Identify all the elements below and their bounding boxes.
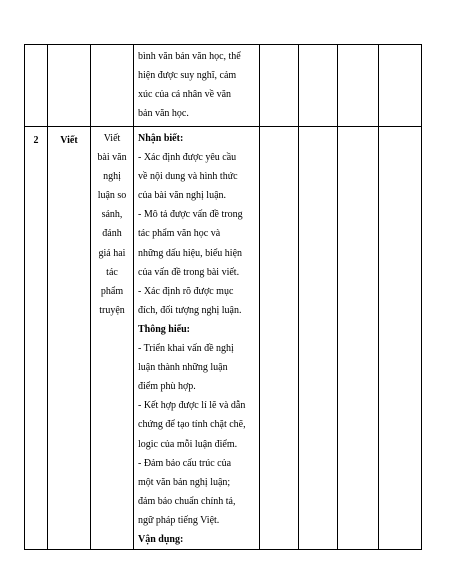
text-line: luận thành những luận	[138, 362, 228, 374]
table-cell	[379, 45, 422, 127]
text-line: đảm bảo chuẩn chính tả,	[138, 495, 236, 507]
text-line: một văn bản nghị luận;	[138, 476, 231, 488]
continuation-cell	[134, 45, 260, 127]
text-line: xúc của cá nhân về văn	[138, 89, 232, 101]
level-title-recognition: Nhận biết:	[138, 133, 184, 144]
text-line: - Triển khai vấn đề nghị	[138, 343, 234, 355]
text-line: - Xác định rõ được mục	[138, 285, 234, 297]
level-title-comprehension: Thông hiểu:	[138, 323, 190, 335]
text-line: tác phẩm văn học và	[138, 228, 221, 240]
content-line: sánh,	[101, 209, 123, 221]
table-cell	[338, 127, 379, 550]
text-line: - Đảm bảo cấu trúc của	[138, 457, 232, 469]
text-line: của vấn đề trong bài viết.	[138, 266, 240, 278]
level-title-application: Vận dụng:	[138, 533, 184, 545]
content-line: đánh	[102, 228, 122, 240]
table-cell	[260, 127, 299, 550]
content-line: nghị	[103, 171, 121, 183]
text-line: - Xác định được yêu cầu	[138, 152, 237, 164]
text-line: bản văn học.	[138, 108, 189, 120]
text-line: đích, đối tượng nghị luận.	[138, 304, 242, 316]
table-cell	[299, 45, 338, 127]
text-line: những dấu hiệu, biểu hiện	[138, 247, 243, 259]
content-line: Viết	[103, 133, 121, 144]
table-row	[25, 45, 422, 127]
text-line: về nội dung và hình thức	[138, 171, 238, 183]
text-line: chứng để tạo tính chặt chẽ,	[138, 419, 246, 431]
text-line: - Mô tả được vấn đề trong	[138, 209, 243, 221]
text-line: của bài văn nghị luận.	[138, 190, 227, 202]
table-cell	[379, 127, 422, 550]
text-line: điểm phù hợp.	[138, 381, 196, 393]
skill-topic: Viết	[48, 127, 91, 550]
table-row	[25, 127, 422, 550]
row-number: 2	[25, 127, 48, 550]
text-line: bình văn bản văn học, thể	[138, 51, 241, 62]
content-line: bài văn	[97, 152, 127, 164]
assessment-matrix-table	[24, 44, 422, 550]
text-line: - Kết hợp được lí lẽ và dẫn	[138, 400, 246, 412]
level-description-cell	[134, 127, 260, 550]
text-line: logic của mỗi luận điểm.	[138, 438, 238, 450]
table-cell	[48, 45, 91, 127]
table-cell	[91, 45, 134, 127]
content-line: truyện	[99, 304, 125, 316]
table-cell	[25, 45, 48, 127]
content-line: luận so	[97, 190, 127, 202]
table-cell	[299, 127, 338, 550]
content-unit-cell	[91, 127, 134, 550]
table-cell	[338, 45, 379, 127]
text-line: ngữ pháp tiếng Việt.	[138, 514, 220, 526]
content-line: giá hai	[98, 247, 126, 259]
content-line: phẩm	[100, 285, 124, 297]
table-cell	[260, 45, 299, 127]
content-line: tác	[106, 266, 118, 278]
text-line: hiện được suy nghĩ, cảm	[138, 70, 237, 82]
